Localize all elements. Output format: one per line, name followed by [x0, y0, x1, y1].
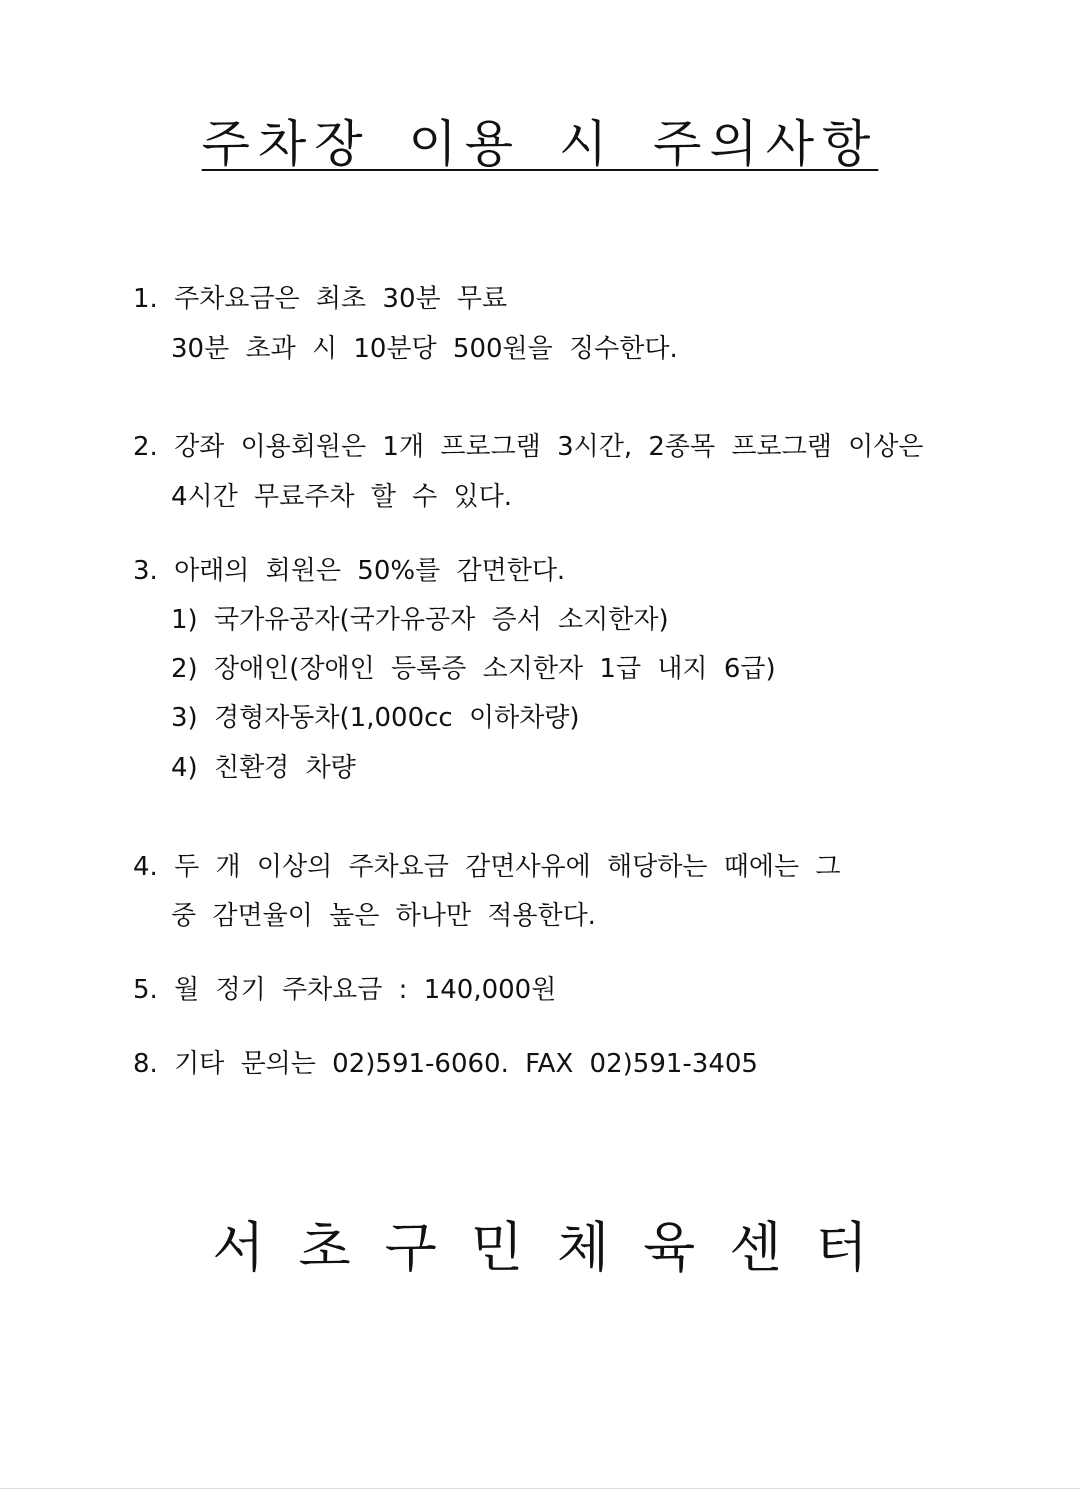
item-3-sub-2: 2) 장애인(장애인 등록증 소지한자 1급 내지 6급): [171, 654, 776, 684]
item-8-contact: 8. 기타 문의는 02)591-6060. FAX 02)591-3405: [133, 1049, 758, 1079]
item-3-line-1: 3. 아래의 회원은 50%를 감면한다.: [133, 556, 566, 586]
item-4-line-2: 중 감면율이 높은 하나만 적용한다.: [171, 901, 596, 931]
item-3-sub-4: 4) 친환경 차량: [171, 753, 356, 783]
item-3-sub-3: 3) 경형자동차(1,000cc 이하차량): [171, 703, 580, 733]
footer-organization: 서초구민체육센터: [212, 1216, 902, 1279]
item-1-line-2: 30분 초과 시 10분당 500원을 징수한다.: [171, 334, 678, 364]
item-2-line-1: 2. 강좌 이용회원은 1개 프로그램 3시간, 2종목 프로그램 이상은: [133, 432, 924, 462]
item-1-line-1: 1. 주차요금은 최초 30분 무료: [133, 284, 508, 314]
bottom-divider: [0, 1488, 1080, 1489]
page-title-text: 주차장 이용 시 주의사항: [201, 115, 879, 173]
page-title: [0, 112, 1080, 176]
item-2-line-2: 4시간 무료주차 할 수 있다.: [171, 482, 513, 512]
item-3-sub-1: 1) 국가유공자(국가유공자 증서 소지한자): [171, 605, 669, 635]
item-4-line-1: 4. 두 개 이상의 주차요금 감면사유에 해당하는 때에는 그: [133, 852, 841, 882]
item-5: 5. 월 정기 주차요금 : 140,000원: [133, 975, 557, 1005]
